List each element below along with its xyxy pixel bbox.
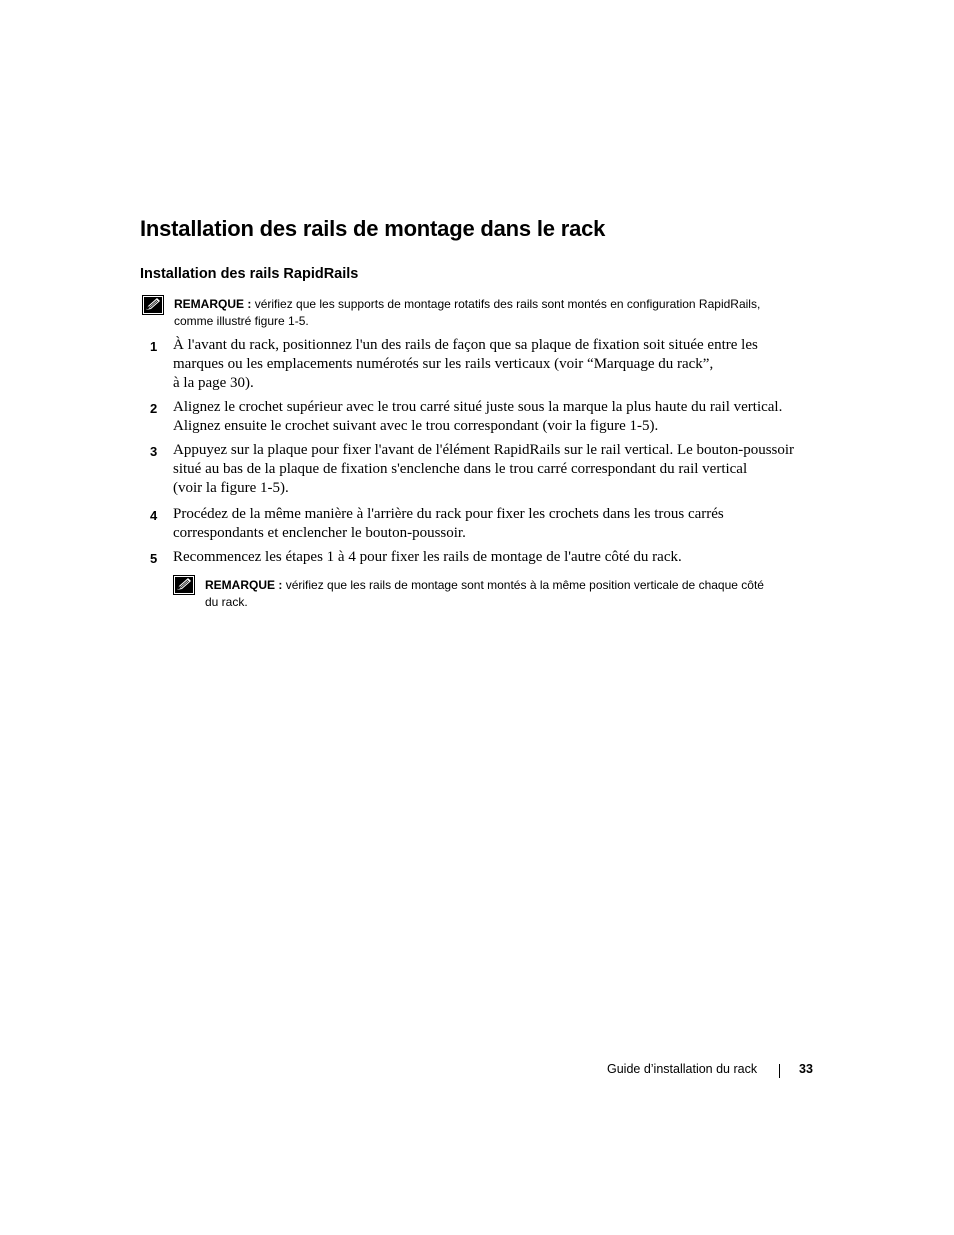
step-line: À l'avant du rack, positionnez l'un des rails de façon que sa plaque de fixation soit située entre les (173, 337, 758, 353)
step-text (173, 548, 818, 567)
step-text (173, 336, 818, 393)
pencil-note-icon (142, 295, 164, 315)
footer-separator (779, 1064, 780, 1078)
step-text (173, 398, 818, 436)
step-line: à la page 30). (173, 375, 254, 391)
step-line: situé au bas de la plaque de fixation s'enclenche dans le trou carré correspondant du rail vertical (173, 461, 748, 477)
page-heading: Installation des rails de montage dans le rack (140, 216, 606, 241)
page-number: 33 (799, 1062, 813, 1076)
step-number: 3 (150, 444, 158, 459)
pencil-note-icon (173, 575, 195, 595)
section-subheading: Installation des rails RapidRails (140, 266, 359, 282)
note-text: vérifiez que les rails de montage sont montés à la même position verticale de chaque côté (285, 578, 764, 592)
note-label: REMARQUE : (205, 578, 283, 592)
note-text: comme illustré figure 1-5. (174, 314, 309, 328)
note-remarque-2 (205, 577, 764, 611)
step-line: Alignez ensuite le crochet suivant avec le trou correspondant (voir la figure 1-5). (173, 418, 659, 434)
step-line: Alignez le crochet supérieur avec le trou carré situé juste sous la marque la plus haute du rail vertical. (173, 399, 783, 415)
step-line: Appuyez sur la plaque pour fixer l'avant de l'élément RapidRails sur le rail vertical. Le bouton-poussoir (173, 442, 795, 458)
note-label: REMARQUE : (174, 297, 252, 311)
step-number: 4 (150, 508, 158, 523)
note-text: vérifiez que les supports de montage rotatifs des rails sont montés en configuration RapidRails, (254, 297, 761, 311)
step-number: 1 (150, 339, 158, 354)
note-text: du rack. (205, 595, 248, 609)
step-line: (voir la figure 1-5). (173, 480, 289, 496)
step-line: correspondants et enclencher le bouton-poussoir. (173, 525, 466, 541)
note-remarque-1 (174, 296, 760, 330)
step-line: Recommencez les étapes 1 à 4 pour fixer les rails de montage de l'autre côté du rack. (173, 549, 682, 565)
step-line: marques ou les emplacements numérotés sur les rails verticaux (voir “Marquage du rack”, (173, 356, 714, 372)
footer-guide-title: Guide d’installation du rack (607, 1062, 758, 1076)
step-text (173, 441, 818, 498)
step-number: 5 (150, 551, 158, 566)
step-number: 2 (150, 401, 158, 416)
step-line: Procédez de la même manière à l'arrière du rack pour fixer les crochets dans les trous carrés (173, 506, 724, 522)
step-text (173, 505, 818, 543)
